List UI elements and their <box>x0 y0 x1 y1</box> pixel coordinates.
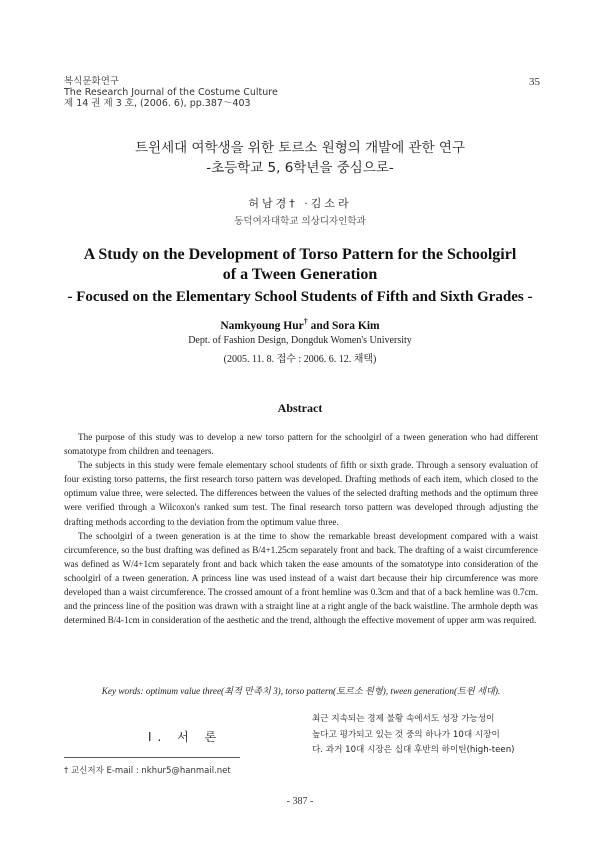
abstract-paragraph: The purpose of this study was to develop a new torso pattern for the schoolgirl of a tween generation who had different somatotype from children and teenagers. <box>64 432 538 457</box>
page-number-bottom: - 387 - <box>286 796 314 807</box>
title-english-line1: A Study on the Development of Torso Pattern for the Schoolgirl <box>83 246 517 263</box>
title-english-line2: of a Tween Generation <box>222 266 378 283</box>
abstract-paragraph: The subjects in this study were female elementary school students of fifth or sixth grade. Through a sensory evaluation of four existing torso patterns, the first research torso pattern was developed. Drafting methods of each item, which closed to the optimum value three, were selected. The differences between the values of the selected drafting methods and the optimum three were verified through a Wilcoxon's ranked sum test. The final research torso pattern was developed through adjusting the drafting methods according to the deviation from the optimum value three. <box>64 460 538 527</box>
journal-volume-issue: 제 14 권 제 3 호, (2006. 6), pp.387～403 <box>64 98 251 109</box>
abstract-heading: Abstract <box>277 401 323 415</box>
footnote-corresponding-author: † 교신저자 E-mail : nkhur5@hanmail.net <box>64 766 231 776</box>
introduction-text <box>312 712 538 759</box>
title-korean: 트윈세대 여학생을 위한 토르소 원형의 개발에 관한 연구 <box>135 140 465 156</box>
intro-line: 다. 과거 10대 시장은 십대 후반의 하이틴(high-teen) <box>312 745 515 755</box>
affiliation-english: Dept. of Fashion Design, Dongduk Women's University <box>188 335 412 346</box>
affiliation-korean: 동덕여자대학교 의상디자인학과 <box>234 216 366 227</box>
abstract-body <box>64 430 538 627</box>
submission-dates: (2005. 11. 8. 접수 : 2006. 6. 12. 채택) <box>223 354 377 365</box>
footnote-rule <box>64 757 240 758</box>
corresponding-author-mark: † <box>303 317 308 326</box>
keywords: Key words: optimum value three(최적 만족치 3), torso pattern(토르소 원형), tween generation(트윈 세대). <box>101 686 501 696</box>
author-rest: and Sora Kim <box>307 319 380 332</box>
authors-korean: 허남경† ·김소라 <box>248 197 352 210</box>
journal-header <box>64 76 278 109</box>
journal-name-english: The Research Journal of the Costume Culture <box>64 87 278 98</box>
intro-line: 높다고 평가되고 있는 것 중의 하나가 10대 시장이 <box>312 729 500 740</box>
intro-line: 최근 지속되는 경제 불황 속에서도 성장 가능성이 <box>312 714 495 724</box>
section-heading-introduction: Ⅰ. 서 론 <box>148 730 223 744</box>
subtitle-korean: -초등학교 5, 6학년을 중심으로- <box>206 160 394 176</box>
authors-english <box>0 317 600 332</box>
author-first: Namkyoung Hur <box>220 319 304 332</box>
abstract-paragraph: The schoolgirl of a tween generation is at the time to show the remarkable breast development compared with a waist circumference, so the bust drafting was defined as B/4+1.25cm separately front and back. The drafting of a waist circumference was defined as W/4+1cm separately front and back which taken the ease amounts of the somatotype into consideration of the schoolgirl of a tween generation. A princess line was used instead of a waist dart because their hip circumference was more developed than a waist circumference. The crossed amount of a front hemline was 0.3cm and that of a back hemline was 0.7cm. and the princess line of the position was drawn with a straight line at a right angle of the back waistline. The armhole depth was determined B/4-1cm in consideration of the aesthetic and the trend, although the effective movement of upper arm was required. <box>64 530 538 626</box>
page-number-top: 35 <box>529 76 540 88</box>
title-english-subtitle: - Focused on the Elementary School Students of Fifth and Sixth Grades - <box>67 289 533 305</box>
journal-name-korean: 복식문화연구 <box>64 76 120 87</box>
